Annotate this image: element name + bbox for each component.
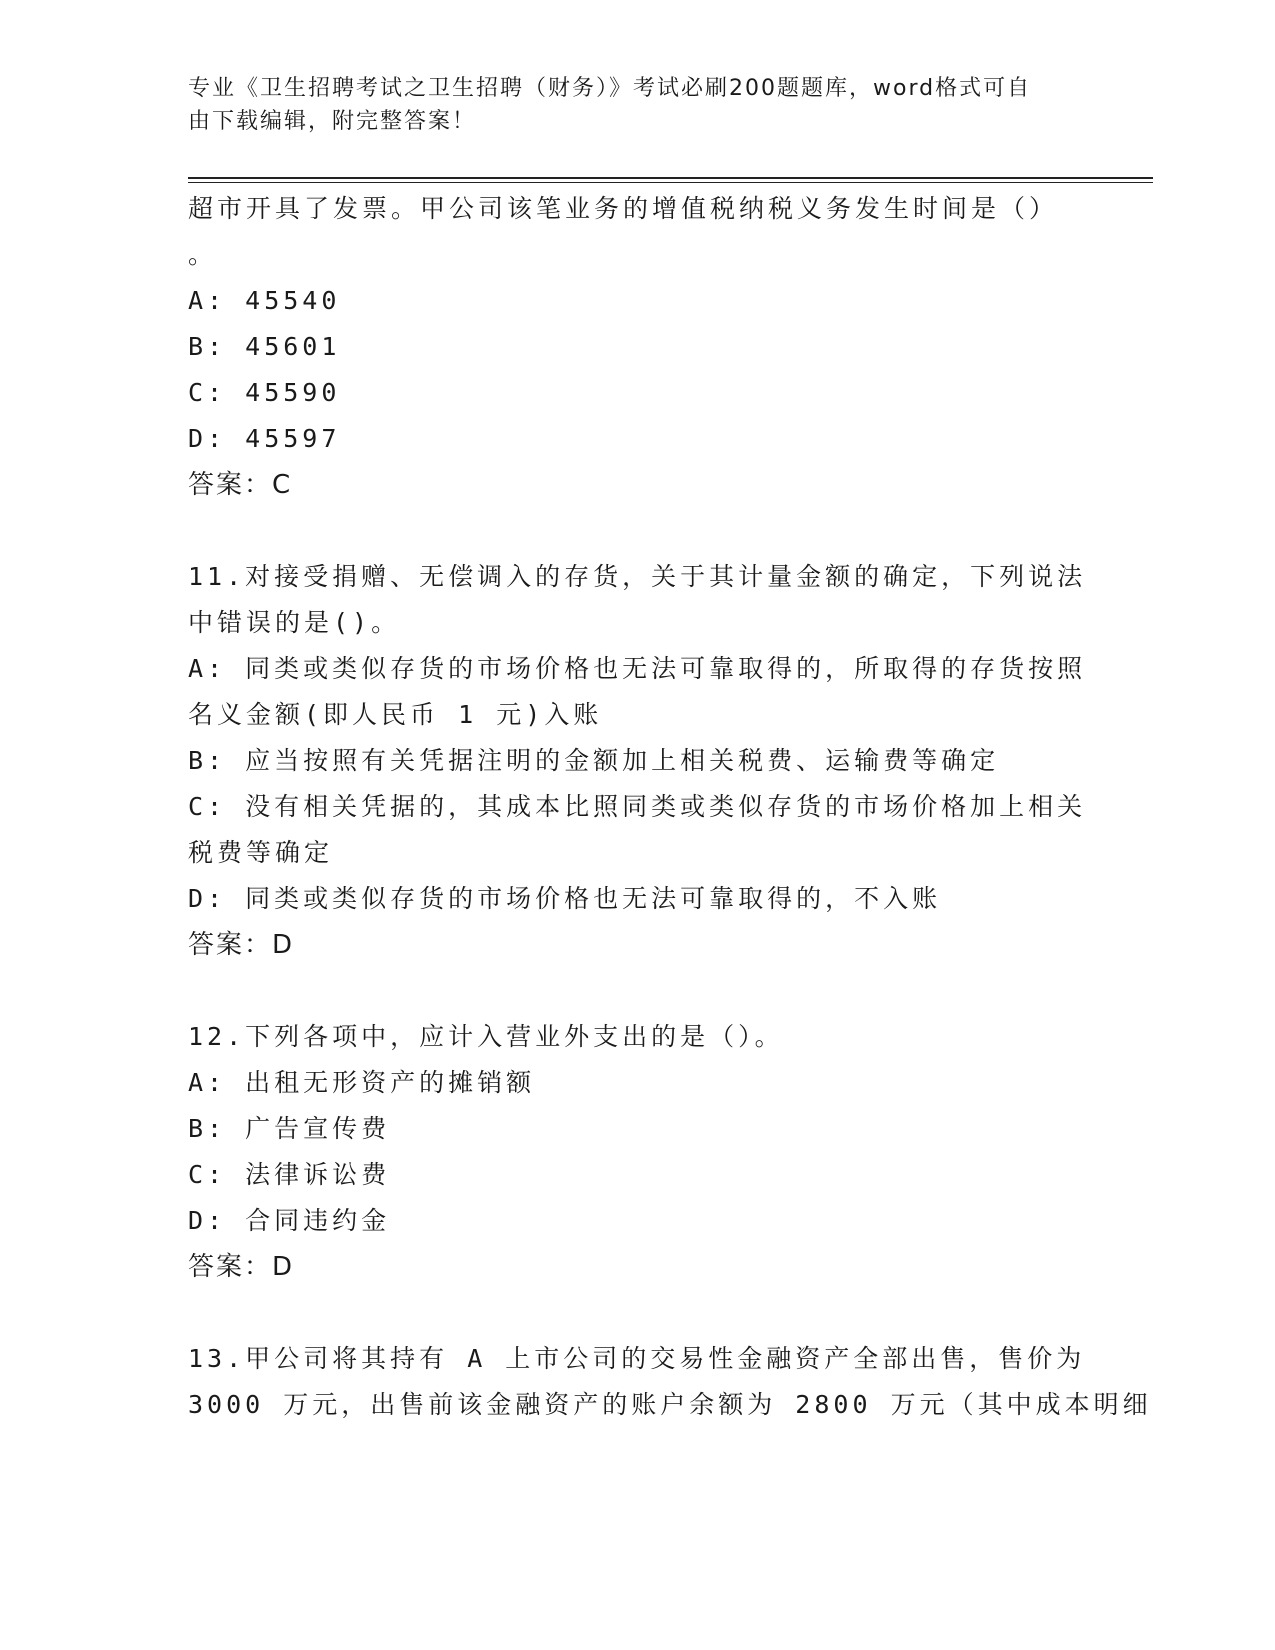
option-a: A: 出租无形资产的摊销额 <box>188 1068 536 1097</box>
option-c: C: 法律诉讼费 <box>188 1160 391 1189</box>
spacer <box>188 1290 1088 1336</box>
option-c: C: 45590 <box>188 378 341 407</box>
option-d: D: 45597 <box>188 424 341 453</box>
option-c: C: 没有相关凭据的，其成本比照同类或类似存货的市场价格加上相关 <box>188 792 1087 821</box>
header-divider-thin <box>188 182 1153 183</box>
option-b: B: 应当按照有关凭据注明的金额加上相关税费、运输费等确定 <box>188 746 1000 775</box>
question-text-line: 12.下列各项中，应计入营业外支出的是（）。 <box>188 1022 784 1051</box>
option-a: A: 45540 <box>188 286 341 315</box>
question-12 <box>188 1014 1088 1290</box>
question-text-line: 13.甲公司将其持有 A 上市公司的交易性金融资产全部出售，售价为 <box>188 1344 1086 1373</box>
spacer <box>188 968 1088 1014</box>
header-divider-thick <box>188 177 1153 179</box>
question-text-line: 11.对接受捐赠、无偿调入的存货，关于其计量金额的确定，下列说法 <box>188 562 1087 591</box>
spacer <box>188 508 1088 554</box>
answer-label: 答案：D <box>188 1252 295 1282</box>
question-text-line: 中错误的是()。 <box>188 608 401 637</box>
option-b: B: 45601 <box>188 332 341 361</box>
option-c-continued: 税费等确定 <box>188 838 334 867</box>
option-d: D: 合同违约金 <box>188 1206 391 1235</box>
question-11 <box>188 554 1088 968</box>
header-line-1: 专业《卫生招聘考试之卫生招聘（财务）》考试必刷200题题库，word格式可自 <box>188 76 1032 101</box>
question-text-line: 3000 万元，出售前该金融资产的账户余额为 2800 万元（其中成本明细 <box>188 1390 1152 1419</box>
question-text-line: 。 <box>188 240 218 269</box>
document-header <box>188 72 1068 138</box>
question-text-line: 超市开具了发票。甲公司该笔业务的增值税纳税义务发生时间是（） <box>188 194 1059 223</box>
option-a-continued: 名义金额(即人民币 1 元)入账 <box>188 700 603 729</box>
question-content <box>188 186 1152 1428</box>
option-b: B: 广告宣传费 <box>188 1114 391 1143</box>
question-13 <box>188 1336 1152 1428</box>
header-line-2: 由下载编辑，附完整答案！ <box>188 109 477 134</box>
question-10 <box>188 186 1088 508</box>
answer-label: 答案：D <box>188 930 295 960</box>
answer-label: 答案：C <box>188 470 293 500</box>
option-a: A: 同类或类似存货的市场价格也无法可靠取得的，所取得的存货按照 <box>188 654 1087 683</box>
option-d: D: 同类或类似存货的市场价格也无法可靠取得的，不入账 <box>188 884 942 913</box>
